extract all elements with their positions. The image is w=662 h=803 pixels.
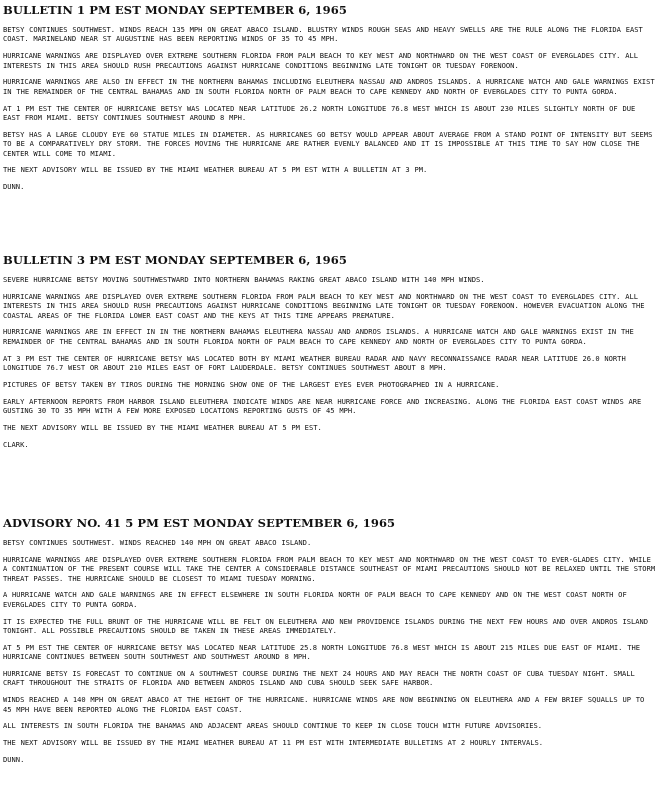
signature: DUNN.	[3, 755, 25, 765]
paragraph: PICTURES OF BETSY TAKEN BY TIROS DURING THE MORNING SHOW ONE OF THE LARGEST EYES EVER PHOTOGRAPHED IN A HURRICANE.	[3, 379, 500, 389]
bulletin-1pm-heading: BULLETIN 1 PM EST MONDAY SEPTEMBER 6, 1965	[3, 3, 347, 17]
bulletin-1pm	[3, 4, 657, 192]
paragraph: BETSY CONTINUES SOUTHWEST. WINDS REACH 135 MPH ON GREAT ABACO ISLAND. BLUSTRY WINDS ROUGH SEAS AND HEAVY SWELLS ARE THE RULE ALONG THE FLORIDA EAST COAST. MARINELAND NEAR ST AUGUSTINE HAS BEEN REPORTING WINDS OF 35 TO 45 MPH.	[3, 25, 643, 44]
signature: CLARK.	[3, 439, 29, 449]
paragraph: A HURRICANE WATCH AND GALE WARNINGS ARE IN EFFECT ELSEWHERE IN SOUTH FLORIDA NORTH OF PALM BEACH TO CAPE KENNEDY AND ON THE WEST COAST NORTH OF EVERGLADES CITY TO PUNTA GORDA.	[3, 590, 627, 609]
paragraph: IT IS EXPECTED THE FULL BRUNT OF THE HURRICANE WILL BE FELT ON ELEUTHERA AND NEW PROVIDENCE ISLANDS DURING THE NEXT FEW HOURS AND OVER ANDROS ISLAND TONIGHT. ALL POSSIBLE PRECAUTIONS SHOULD BE TAKEN IN THESE AREAS IMMEDIATELY.	[3, 616, 649, 636]
paragraph: HURRICANE WARNINGS ARE DISPLAYED OVER EXTREME SOUTHERN FLORIDA FROM PALM BEACH TO KEY WEST AND NORTHWARD ON THE WEST COAST TO EVERGLADES CITY. ALL INTERESTS IN THIS AREA SHOULD RUSH PRECAUTIONS AGAINST HURRICANE CONDITIONS BEGINNING LATE TONIGHT OR TUESDAY FORENOON. HOWEVER EVACUATION ALONG THE COASTAL AREAS OF THE FLORIDA LOWER EAST COAST AND THE KEYS AT THIS TIME APPEARS PREMATURE.	[3, 291, 645, 320]
paragraph: HURRICANE WARNINGS ARE DISPLAYED OVER EXTREME SOUTHERN FLORIDA FROM PALM BEACH TO KEY WEST AND NORTHWARD ON THE WEST COAST TO EVER-GLADES CITY. WHILE A CONTINUATION OF THE PRESENT COURSE WILL TAKE THE CENTER A CONSIDERABLE DISTANCE SOUTHEAST OF MIAMI PRECAUTIONS SHOULD NOT BE RELAXED UNTIL THE STORM THREAT PASSES. THE HURRICANE SHOULD BE CLOSEST TO MIAMI TUESDAY MORNING.	[3, 554, 656, 583]
signature: DUNN.	[3, 182, 25, 192]
paragraph: THE NEXT ADVISORY WILL BE ISSUED BY THE MIAMI WEATHER BUREAU AT 5 PM EST.	[3, 422, 322, 432]
paragraph: BETSY HAS A LARGE CLOUDY EYE 60 STATUE MILES IN DIAMETER. AS HURRICANES GO BETSY WOULD APPEAR ABOUT AVERAGE FROM A STAND POINT OF INTENSITY BUT SEEMS TO BE A COMPARATIVELY DRY STORM. THE FORCES MOVING THE HURRICANE ARE RATHER EVENLY BALANCED AND IT IS IMPOSSIBLE AT THIS TIME TO SAY HOW CLOSE THE CENTER WILL COME TO MIAMI.	[3, 129, 653, 158]
bulletin-3pm	[3, 254, 657, 449]
advisory-41-heading: ADVISORY NO. 41 5 PM EST MONDAY SEPTEMBER 6, 1965	[3, 516, 396, 530]
paragraph: SEVERE HURRICANE BETSY MOVING SOUTHWESTWARD INTO NORTHERN BAHAMAS RAKING GREAT ABACO ISLAND WITH 140 MPH WINDS.	[3, 275, 485, 284]
advisory-41	[3, 517, 657, 764]
bulletin-3pm-heading: BULLETIN 3 PM EST MONDAY SEPTEMBER 6, 1965	[3, 253, 347, 267]
paragraph: BETSY CONTINUES SOUTHWEST. WINDS REACHED 140 MPH ON GREAT ABACO ISLAND.	[3, 538, 312, 547]
paragraph: THE NEXT ADVISORY WILL BE ISSUED BY THE MIAMI WEATHER BUREAU AT 5 PM EST WITH A BULLETIN AT 3 PM.	[3, 165, 428, 175]
paragraph: HURRICANE WARNINGS ARE DISPLAYED OVER EXTREME SOUTHERN FLORIDA FROM PALM BEACH TO KEY WEST AND NORTHWARD ON THE WEST COAST OF EVERGLADES CITY. ALL INTERESTS IN THIS AREA SHOULD RUSH PRECAUTIONS AGAINST HURRICANE CONDITIONS BEGINNING LATE TONIGHT OR TUESDAY FORENOON.	[3, 51, 639, 70]
paragraph: HURRICANE WARNINGS ARE ALSO IN EFFECT IN THE NORTHERN BAHAMAS INCLUDING ELEUTHERA NASSAU AND ANDROS ISLANDS. A HURRICANE WATCH AND GALE WARNINGS EXIST IN THE REMAINDER OF THE CENTRAL BAHAMAS AND IN SOUTH FLORIDA NORTH OF PALM BEACH TO CAPE KENNEDY AND NORTH OF EVERGLADES CITY TO PUNTA GORDA.	[3, 77, 655, 96]
paragraph: AT 1 PM EST THE CENTER OF HURRICANE BETSY WAS LOCATED NEAR LATITUDE 26.2 NORTH LONGITUDE 76.8 WEST WHICH IS ABOUT 230 MILES SLIGHTLY NORTH OF DUE EAST FROM MIAMI. BETSY CONTINUES SOUTHWEST AROUND 8 MPH.	[3, 103, 636, 123]
paragraph: HURRICANE BETSY IS FORECAST TO CONTINUE ON A SOUTHWEST COURSE DURING THE NEXT 24 HOURS AND MAY REACH THE NORTH COAST OF CUBA TUESDAY NIGHT. SMALL CRAFT THROUGHOUT THE STRAITS OF FLORIDA AND BETWEEN ANDROS ISLAND AND CUBA SHOULD SEEK SAFE HARBOR.	[3, 669, 635, 688]
paragraph: WINDS REACHED A 140 MPH ON GREAT ABACO AT THE HEIGHT OF THE HURRICANE. HURRICANE WINDS ARE NOW BEGINNING ON ELEUTHERA AND A FEW BRIEF SQUALLS UP TO 45 MPH HAVE BEEN REPORTED ALONG THE FLORIDA EAST COAST.	[3, 695, 645, 714]
paragraph: HURRICANE WARNINGS ARE IN EFFECT IN IN THE NORTHERN BAHAMAS ELEUTHERA NASSAU AND ANDROS ISLANDS. A HURRICANE WATCH AND GALE WARNINGS EXIST IN THE REMAINDER OF THE CENTRAL BAHAMAS AND IN SOUTH FLORIDA NORTH OF PALM BEACH TO CAPE KENNEDY AND NORTH OF EVERGLADES CITY TO PUNTA GORDA.	[3, 327, 634, 346]
paragraph: ALL INTERESTS IN SOUTH FLORIDA THE BAHAMAS AND ADJACENT AREAS SHOULD CONTINUE TO KEEP IN CLOSE TOUCH WITH FUTURE ADVISORIES.	[3, 721, 543, 731]
paragraph: AT 5 PM EST THE CENTER OF HURRICANE BETSY WAS LOCATED NEAR LATITUDE 25.8 NORTH LONGITUDE 76.8 WEST WHICH IS ABOUT 215 MILES DUE EAST OF MIAMI. THE HURRICANE CONTINUES BETWEEN SOUTH SOUTHWEST AND SOUTHWEST AROUND 8 MPH.	[3, 642, 641, 662]
paragraph: THE NEXT ADVISORY WILL BE ISSUED BY THE MIAMI WEATHER BUREAU AT 11 PM EST WITH INTERMEDIATE BULLETINS AT 2 HOURLY INTERVALS.	[3, 738, 544, 748]
paragraph: EARLY AFTERNOON REPORTS FROM HARBOR ISLAND ELEUTHERA INDICATE WINDS ARE NEAR HURRICANE FORCE AND INCREASING. ALONG THE FLORIDA EAST COAST WINDS ARE GUSTING 30 TO 35 MPH WITH A FEW MORE EXPOSED LOCATIONS REPORTING GUSTS OF 45 MPH.	[3, 396, 642, 416]
paragraph: AT 3 PM EST THE CENTER OF HURRICANE BETSY WAS LOCATED BOTH BY MIAMI WEATHER BUREAU RADAR AND NAVY RECONNAISSANCE RADAR NEAR LATITUDE 26.0 NORTH LONGITUDE 76.7 WEST OR ABOUT 210 MILES EAST OF FORT LAUDERDALE. BETSY CONTINUES SOUTHWEST ABOUT 8 MPH.	[3, 353, 626, 373]
